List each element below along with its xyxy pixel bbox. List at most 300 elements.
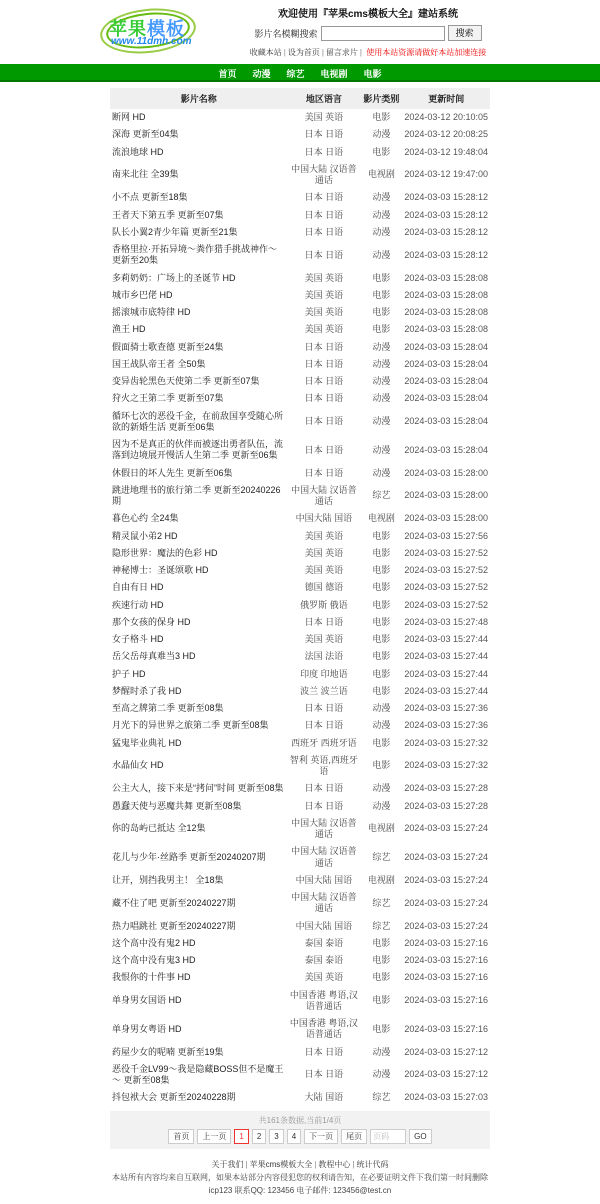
- update-time-cell: 2024-03-03 15:28:00: [404, 467, 488, 478]
- region-cell: 日本 日语: [304, 467, 344, 478]
- search-input[interactable]: [321, 26, 445, 41]
- category-cell: 电影: [372, 955, 391, 965]
- movie-title-link[interactable]: 热力唱跳社 更新至20240227期: [112, 920, 236, 931]
- update-time-cell: 2024-03-03 15:28:08: [404, 324, 488, 335]
- column-header-1: 地区语言: [305, 94, 342, 104]
- movie-title-link[interactable]: 疾速行动 HD: [112, 599, 164, 610]
- movie-name-cell: [110, 207, 288, 224]
- region-cell: 美国 英语: [304, 547, 344, 558]
- movie-title-link[interactable]: 护子 HD: [112, 668, 146, 679]
- movie-name-cell: [110, 579, 288, 596]
- movie-title-link[interactable]: 假面骑士歌查德 更新至24集: [112, 341, 224, 352]
- update-time-cell: 2024-03-03 15:27:12: [404, 1069, 488, 1080]
- table-row: [110, 935, 490, 952]
- movie-title-link[interactable]: 流浪地球 HD: [112, 146, 164, 157]
- table-row: [110, 872, 490, 889]
- category-cell: 动漫: [372, 467, 391, 478]
- quick-link-1[interactable]: 设为首页: [287, 48, 320, 57]
- table-row: [110, 683, 490, 700]
- movie-title-link[interactable]: 让开，别挡我男主！ 全18集: [112, 874, 224, 885]
- movie-title-link[interactable]: 国王战队帝王者 全50集: [112, 358, 206, 369]
- category-cell: 动漫: [372, 444, 391, 455]
- table-row: [110, 207, 490, 224]
- table-row: [110, 241, 490, 270]
- movie-title-link[interactable]: 暮色心约 全24集: [112, 513, 179, 524]
- region-cell: 日本 日语: [304, 192, 344, 203]
- table-row: [110, 815, 490, 844]
- update-time-cell: 2024-03-03 15:28:12: [404, 226, 488, 237]
- region-cell: 日本 日语: [304, 444, 344, 455]
- category-cell: 动漫: [372, 416, 391, 427]
- update-time-cell: 2024-03-03 15:28:04: [404, 444, 488, 455]
- movie-name-cell: [110, 987, 288, 1016]
- movie-name-cell: [110, 666, 288, 683]
- category-cell: 动漫: [372, 341, 391, 352]
- movie-title-link[interactable]: 这个高中没有鬼3 HD: [112, 955, 196, 965]
- site-footer: [0, 1149, 600, 1204]
- column-header-3: 更新时间: [428, 94, 465, 104]
- category-cell: 电影: [372, 146, 391, 157]
- update-time-cell: 2024-03-12 19:48:04: [404, 146, 488, 157]
- footer-contact: icp123 联系QQ: 123456 电子邮件: 123456@test.cn: [208, 1185, 392, 1195]
- category-cell: 动漫: [372, 703, 391, 713]
- table-row: [110, 579, 490, 596]
- footer-link-2[interactable]: 教程中心: [318, 1159, 351, 1169]
- movie-title-link[interactable]: 跳进地理书的旅行第二季 更新至20240226期: [112, 484, 281, 506]
- logo-part2: 模板: [147, 19, 185, 39]
- category-cell: 电影: [372, 272, 391, 283]
- movie-name-cell: [110, 373, 288, 390]
- page-button-1[interactable]: 1: [234, 1129, 248, 1144]
- region-cell: 美国 英语: [304, 324, 344, 335]
- category-cell: 综艺: [372, 851, 391, 862]
- movie-title-link[interactable]: 药屋少女的呢喃 更新至19集: [112, 1046, 224, 1057]
- update-time-cell: 2024-03-03 15:27:32: [404, 760, 488, 771]
- separator: |: [352, 1159, 355, 1169]
- footer-link-1[interactable]: 苹果cms模板大全: [249, 1159, 313, 1169]
- update-time-cell: 2024-03-03 15:27:16: [404, 937, 488, 948]
- table-row: [110, 666, 490, 683]
- pagination-summary: 共161条数据,当前1/4页: [258, 1115, 342, 1125]
- update-time-cell: 2024-03-03 15:27:24: [404, 851, 488, 862]
- table-row: [110, 987, 490, 1016]
- category-cell: 电影: [372, 324, 391, 335]
- last-page-button[interactable]: 尾页: [341, 1129, 367, 1144]
- region-cell: 日本 日语: [304, 341, 344, 352]
- table-row: [110, 843, 490, 872]
- table-row: [110, 780, 490, 797]
- category-cell: 综艺: [372, 897, 391, 908]
- movie-name-cell: [110, 735, 288, 752]
- update-time-cell: 2024-03-03 15:28:04: [404, 416, 488, 427]
- region-cell: 俄罗斯 俄语: [300, 599, 348, 610]
- table-row: [110, 304, 490, 321]
- update-time-cell: 2024-03-03 15:27:44: [404, 668, 488, 679]
- region-cell: 日本 日语: [304, 800, 344, 811]
- movie-name-cell: [110, 872, 288, 889]
- movie-title-link[interactable]: 香格里拉·开拓异境～粪作猎手挑战神作～ 更新至20集: [112, 244, 277, 266]
- welcome-text: 欢迎使用『苹果cms模板大全』建站系统: [277, 9, 458, 20]
- table-row: [110, 889, 490, 918]
- table-row: [110, 339, 490, 356]
- update-time-cell: 2024-03-03 15:27:52: [404, 599, 488, 610]
- table-row: [110, 528, 490, 545]
- table-row: [110, 952, 490, 969]
- movie-name-cell: [110, 339, 288, 356]
- table-row: [110, 631, 490, 648]
- category-cell: 电影: [372, 289, 391, 300]
- update-time-cell: 2024-03-03 15:27:12: [404, 1046, 488, 1057]
- movie-title-link[interactable]: 变异齿轮黑色天使第二季 更新至07集: [112, 376, 260, 386]
- table-row: [110, 109, 490, 126]
- movie-name-cell: [110, 270, 288, 287]
- update-time-cell: 2024-03-03 15:27:24: [404, 874, 488, 885]
- category-cell: 动漫: [372, 376, 391, 386]
- update-time-cell: 2024-03-03 15:28:04: [404, 376, 488, 386]
- quick-link-0[interactable]: 收藏本站: [249, 48, 282, 57]
- region-cell: 中国大陆 国语: [295, 920, 353, 931]
- region-cell: 中国大陆 汉语普通话: [291, 817, 357, 839]
- movie-name-cell: [110, 1044, 288, 1061]
- region-cell: 日本 日语: [304, 376, 344, 386]
- update-time-cell: 2024-03-03 15:27:52: [404, 547, 488, 558]
- update-time-cell: 2024-03-03 15:27:03: [404, 1092, 488, 1103]
- logo-part1: 苹果: [109, 19, 147, 39]
- movie-name-cell: [110, 510, 288, 527]
- table-row: [110, 648, 490, 665]
- movie-name-cell: [110, 952, 288, 969]
- category-cell: 动漫: [372, 800, 391, 811]
- table-row: [110, 1015, 490, 1044]
- movie-title-link[interactable]: 你的岛屿已抵达 全12集: [112, 823, 206, 834]
- region-cell: 日本 日语: [304, 703, 344, 713]
- category-cell: 动漫: [372, 129, 391, 140]
- region-cell: 中国大陆 汉语普通话: [291, 846, 357, 868]
- region-cell: 泰国 泰语: [304, 937, 344, 948]
- movie-name-cell: [110, 889, 288, 918]
- movie-title-link[interactable]: 恶役千金LV99～我是隐藏BOSS但不是魔王～ 更新至08集: [112, 1063, 284, 1085]
- quick-link-2[interactable]: 留言求片: [325, 48, 358, 57]
- movie-name-cell: [110, 597, 288, 614]
- movie-table-body: [110, 109, 490, 1107]
- region-cell: 日本 日语: [304, 129, 344, 140]
- region-cell: 日本 日语: [304, 209, 344, 220]
- table-row: [110, 482, 490, 511]
- separator: |: [359, 48, 362, 57]
- table-row: [110, 356, 490, 373]
- table-row: [110, 545, 490, 562]
- movie-title-link[interactable]: 渔王 HD: [112, 324, 146, 335]
- category-cell: 综艺: [372, 490, 391, 501]
- region-cell: 泰国 泰语: [304, 955, 344, 965]
- region-cell: 日本 日语: [304, 1069, 344, 1080]
- movie-name-cell: [110, 545, 288, 562]
- movie-name-cell: [110, 614, 288, 631]
- update-time-cell: 2024-03-12 20:08:25: [404, 129, 488, 140]
- region-cell: 中国香港 粤语,汉语普通话: [289, 989, 358, 1011]
- movie-title-link[interactable]: 因为不是真正的伙伴而被逐出勇者队伍，流落到边境展开慢活人生第二季 更新至06集: [112, 439, 284, 461]
- nav-item-1[interactable]: 动漫: [252, 69, 271, 79]
- site-header: [0, 0, 600, 60]
- movie-name-cell: [110, 815, 288, 844]
- region-cell: 美国 英语: [304, 307, 344, 317]
- category-cell: 电影: [372, 565, 391, 575]
- movie-title-link[interactable]: 至高之牌第二季 更新至08集: [112, 703, 224, 713]
- category-cell: 电影: [372, 547, 391, 558]
- movie-name-cell: [110, 408, 288, 437]
- table-row: [110, 700, 490, 717]
- site-logo[interactable]: [100, 7, 198, 55]
- movie-title-link[interactable]: 我恨你的十件事 HD: [112, 972, 191, 983]
- movie-title-link[interactable]: 公主大人，接下来是“拷问”时间 更新至08集: [112, 783, 284, 794]
- region-cell: 日本 日语: [304, 720, 344, 731]
- update-time-cell: 2024-03-03 15:27:52: [404, 565, 488, 575]
- movie-title-link[interactable]: 水晶仙女 HD: [112, 760, 164, 771]
- category-cell: 动漫: [372, 226, 391, 237]
- region-cell: 大陆 国语: [304, 1092, 344, 1103]
- first-page-button[interactable]: 首页: [168, 1129, 194, 1144]
- category-cell: 动漫: [372, 1046, 391, 1057]
- movie-title-link[interactable]: 那个女孩的保身 HD: [112, 616, 191, 627]
- nav-item-2[interactable]: 综艺: [286, 69, 305, 79]
- category-cell: 电影: [372, 737, 391, 748]
- movie-title-link[interactable]: 岳父岳母真难当3 HD: [112, 651, 196, 662]
- update-time-cell: 2024-03-03 15:28:12: [404, 209, 488, 220]
- movie-title-link[interactable]: 多莉奶奶：广场上的圣诞节 HD: [112, 272, 236, 283]
- table-row: [110, 1061, 490, 1090]
- category-cell: 综艺: [372, 1092, 391, 1103]
- movie-title-link[interactable]: 小不点 更新至18集: [112, 192, 188, 203]
- movie-name-cell: [110, 969, 288, 986]
- region-cell: 美国 英语: [304, 289, 344, 300]
- movie-title-link[interactable]: 抖包袱大会 更新至20240228期: [112, 1092, 236, 1103]
- table-row: [110, 373, 490, 390]
- category-cell: 综艺: [372, 920, 391, 931]
- movie-title-link[interactable]: 城市乡巴佬 HD: [112, 289, 173, 300]
- update-time-cell: 2024-03-03 15:27:44: [404, 685, 488, 696]
- movie-title-link[interactable]: 梦醒时杀了我 HD: [112, 685, 182, 696]
- movie-title-link[interactable]: 这个高中没有鬼2 HD: [112, 937, 196, 948]
- movie-name-cell: [110, 390, 288, 407]
- category-cell: 电影: [372, 112, 391, 122]
- update-time-cell: 2024-03-03 15:28:08: [404, 307, 488, 317]
- category-cell: 电影: [372, 599, 391, 610]
- table-row: [110, 287, 490, 304]
- region-cell: 日本 日语: [304, 1046, 344, 1057]
- category-cell: 电影: [372, 668, 391, 679]
- update-time-cell: 2024-03-03 15:27:36: [404, 703, 488, 713]
- region-cell: 日本 日语: [304, 226, 344, 237]
- table-row: [110, 224, 490, 241]
- movie-name-cell: [110, 562, 288, 579]
- table-row: [110, 1089, 490, 1106]
- category-cell: 电影: [372, 582, 391, 593]
- table-row: [110, 408, 490, 437]
- category-cell: 动漫: [372, 783, 391, 794]
- movie-title-link[interactable]: 自由有日 HD: [112, 582, 164, 593]
- update-time-cell: 2024-03-03 15:27:24: [404, 920, 488, 931]
- footer-disclaimer: 本站所有内容均来自互联网，如果本站部分内容侵犯您的权利请告知，在必要证明文件下我们第一时间删除: [112, 1172, 488, 1182]
- table-row: [110, 752, 490, 781]
- region-cell: 中国大陆 汉语普通话: [291, 892, 357, 914]
- page-button-3[interactable]: 3: [269, 1129, 283, 1144]
- movie-title-link[interactable]: 深海 更新至04集: [112, 129, 179, 140]
- movie-title-link[interactable]: 断网 HD: [112, 112, 146, 122]
- movie-name-cell: [110, 241, 288, 270]
- update-time-cell: 2024-03-03 15:28:04: [404, 358, 488, 369]
- movie-title-link[interactable]: 猛鬼毕业典礼 HD: [112, 737, 182, 748]
- movie-title-link[interactable]: 隐形世界：魔法的色彩 HD: [112, 547, 218, 558]
- movie-title-link[interactable]: 循环七次的恶役千金，在前敌国享受随心所欲的新婚生活 更新至06集: [112, 410, 284, 432]
- category-cell: 电视剧: [367, 513, 395, 524]
- movie-name-cell: [110, 356, 288, 373]
- column-header-2: 影片类别: [363, 94, 400, 104]
- movie-name-cell: [110, 287, 288, 304]
- update-time-cell: 2024-03-03 15:28:00: [404, 513, 488, 524]
- quick-links-list: [250, 48, 364, 57]
- movie-title-link[interactable]: 单身男女粤语 HD: [112, 1023, 182, 1034]
- logo-url: www.11dmh.com: [111, 36, 192, 47]
- header-right: [198, 4, 500, 58]
- movie-title-link[interactable]: 女子格斗 HD: [112, 634, 164, 644]
- category-cell: 电影: [372, 1023, 391, 1034]
- movie-title-link[interactable]: 摇滚城市底特律 HD: [112, 307, 191, 317]
- prev-page-button[interactable]: 上一页: [197, 1129, 231, 1144]
- update-time-cell: 2024-03-03 15:27:24: [404, 823, 488, 834]
- movie-title-link[interactable]: 藏不住了吧 更新至20240227期: [112, 897, 236, 908]
- table-row: [110, 717, 490, 734]
- table-row: [110, 562, 490, 579]
- region-cell: 法国 法语: [304, 651, 344, 662]
- region-cell: 美国 英语: [304, 272, 344, 283]
- region-cell: 中国大陆 国语: [295, 513, 353, 524]
- search-button[interactable]: 搜索: [448, 25, 482, 41]
- table-row: [110, 144, 490, 161]
- category-cell: 动漫: [372, 1069, 391, 1080]
- nav-item-3[interactable]: 电视剧: [320, 69, 348, 79]
- movie-title-link[interactable]: 愚蠢天使与恶魔共舞 更新至08集: [112, 800, 242, 811]
- category-cell: 动漫: [372, 209, 391, 220]
- movie-title-link[interactable]: 王者天下第五季 更新至07集: [112, 209, 224, 220]
- table-row: [110, 798, 490, 815]
- separator: |: [314, 1159, 317, 1169]
- update-time-cell: 2024-03-03 15:27:24: [404, 897, 488, 908]
- movie-title-link[interactable]: 精灵鼠小弟2 HD: [112, 530, 178, 541]
- update-time-cell: 2024-03-03 15:28:04: [404, 341, 488, 352]
- region-cell: 波兰 波兰语: [300, 685, 348, 696]
- update-time-cell: 2024-03-12 19:47:00: [404, 169, 488, 180]
- region-cell: 印度 印地语: [300, 668, 348, 679]
- table-row: [110, 1044, 490, 1061]
- region-cell: 智利 英语,西班牙语: [289, 754, 358, 776]
- table-row: [110, 614, 490, 631]
- category-cell: 电影: [372, 616, 391, 627]
- category-cell: 动漫: [372, 393, 391, 404]
- region-cell: 中国大陆 国语: [295, 874, 353, 885]
- page-button-4[interactable]: 4: [287, 1129, 301, 1144]
- movie-title-link[interactable]: 神秘博士：圣诞颂歌 HD: [112, 565, 209, 575]
- update-time-cell: 2024-03-03 15:27:28: [404, 800, 488, 811]
- footer-link-3[interactable]: 统计代码: [356, 1159, 389, 1169]
- separator: |: [321, 48, 324, 57]
- update-time-cell: 2024-03-03 15:27:32: [404, 737, 488, 748]
- nav-item-0[interactable]: 首页: [218, 69, 237, 79]
- region-cell: 日本 日语: [304, 393, 344, 404]
- movie-title-link[interactable]: 队长小翼2青少年篇 更新至21集: [112, 226, 238, 237]
- update-time-cell: 2024-03-03 15:28:12: [404, 192, 488, 203]
- next-page-button[interactable]: 下一页: [304, 1129, 338, 1144]
- update-time-cell: 2024-03-03 15:27:28: [404, 783, 488, 794]
- page-button-2[interactable]: 2: [252, 1129, 266, 1144]
- category-cell: 电影: [372, 530, 391, 541]
- region-cell: 德国 德语: [304, 582, 344, 593]
- table-row: [110, 270, 490, 287]
- region-cell: 中国大陆 汉语普通话: [291, 484, 357, 506]
- table-row: [110, 465, 490, 482]
- movie-name-cell: [110, 1089, 288, 1106]
- movie-name-cell: [110, 436, 288, 465]
- update-time-cell: 2024-03-03 15:28:12: [404, 249, 488, 260]
- region-cell: 日本 日语: [304, 146, 344, 157]
- table-row: [110, 321, 490, 338]
- update-time-cell: 2024-03-03 15:27:56: [404, 530, 488, 541]
- table-row: [110, 597, 490, 614]
- nav-item-4[interactable]: 电影: [363, 69, 382, 79]
- page-number-input[interactable]: [370, 1129, 406, 1144]
- movie-name-cell: [110, 683, 288, 700]
- movie-name-cell: [110, 717, 288, 734]
- region-cell: 美国 英语: [304, 565, 344, 575]
- footer-link-0[interactable]: 关于我们: [211, 1159, 244, 1169]
- movie-table: [110, 88, 490, 1107]
- quick-links-row: [236, 47, 500, 58]
- region-cell: 日本 日语: [304, 616, 344, 627]
- table-row: [110, 189, 490, 206]
- movie-name-cell: [110, 109, 288, 126]
- movie-title-link[interactable]: 休假日的坏人先生 更新至06集: [112, 467, 233, 478]
- page-number-buttons: [234, 1129, 301, 1144]
- movie-name-cell: [110, 161, 288, 190]
- update-time-cell: 2024-03-03 15:27:48: [404, 616, 488, 627]
- table-header-row: [110, 88, 490, 109]
- category-cell: 动漫: [372, 358, 391, 369]
- movie-title-link[interactable]: 月光下的异世界之旅第二季 更新至08集: [112, 720, 269, 731]
- movie-name-cell: [110, 918, 288, 935]
- update-time-cell: 2024-03-03 15:27:16: [404, 955, 488, 965]
- update-time-cell: 2024-03-03 15:27:44: [404, 634, 488, 644]
- update-time-cell: 2024-03-03 15:27:44: [404, 651, 488, 662]
- category-cell: 动漫: [372, 720, 391, 731]
- region-cell: 美国 英语: [304, 530, 344, 541]
- movie-title-link[interactable]: 南来北往 全39集: [112, 169, 179, 180]
- movie-title-link[interactable]: 狩火之王第二季 更新至07集: [112, 393, 224, 404]
- update-time-cell: 2024-03-12 20:10:05: [404, 112, 488, 122]
- category-cell: 电影: [372, 685, 391, 696]
- table-row: [110, 390, 490, 407]
- update-time-cell: 2024-03-03 15:27:36: [404, 720, 488, 731]
- go-button[interactable]: GO: [409, 1129, 431, 1144]
- movie-name-cell: [110, 752, 288, 781]
- movie-name-cell: [110, 304, 288, 321]
- category-cell: 电视剧: [367, 169, 395, 180]
- nav-items: [0, 64, 600, 82]
- movie-name-cell: [110, 465, 288, 482]
- separator: |: [245, 1159, 248, 1169]
- movie-name-cell: [110, 631, 288, 648]
- movie-title-link[interactable]: 单身男女国语 HD: [112, 995, 182, 1006]
- movie-name-cell: [110, 189, 288, 206]
- movie-title-link[interactable]: 花儿与少年·丝路季 更新至20240207期: [112, 851, 266, 862]
